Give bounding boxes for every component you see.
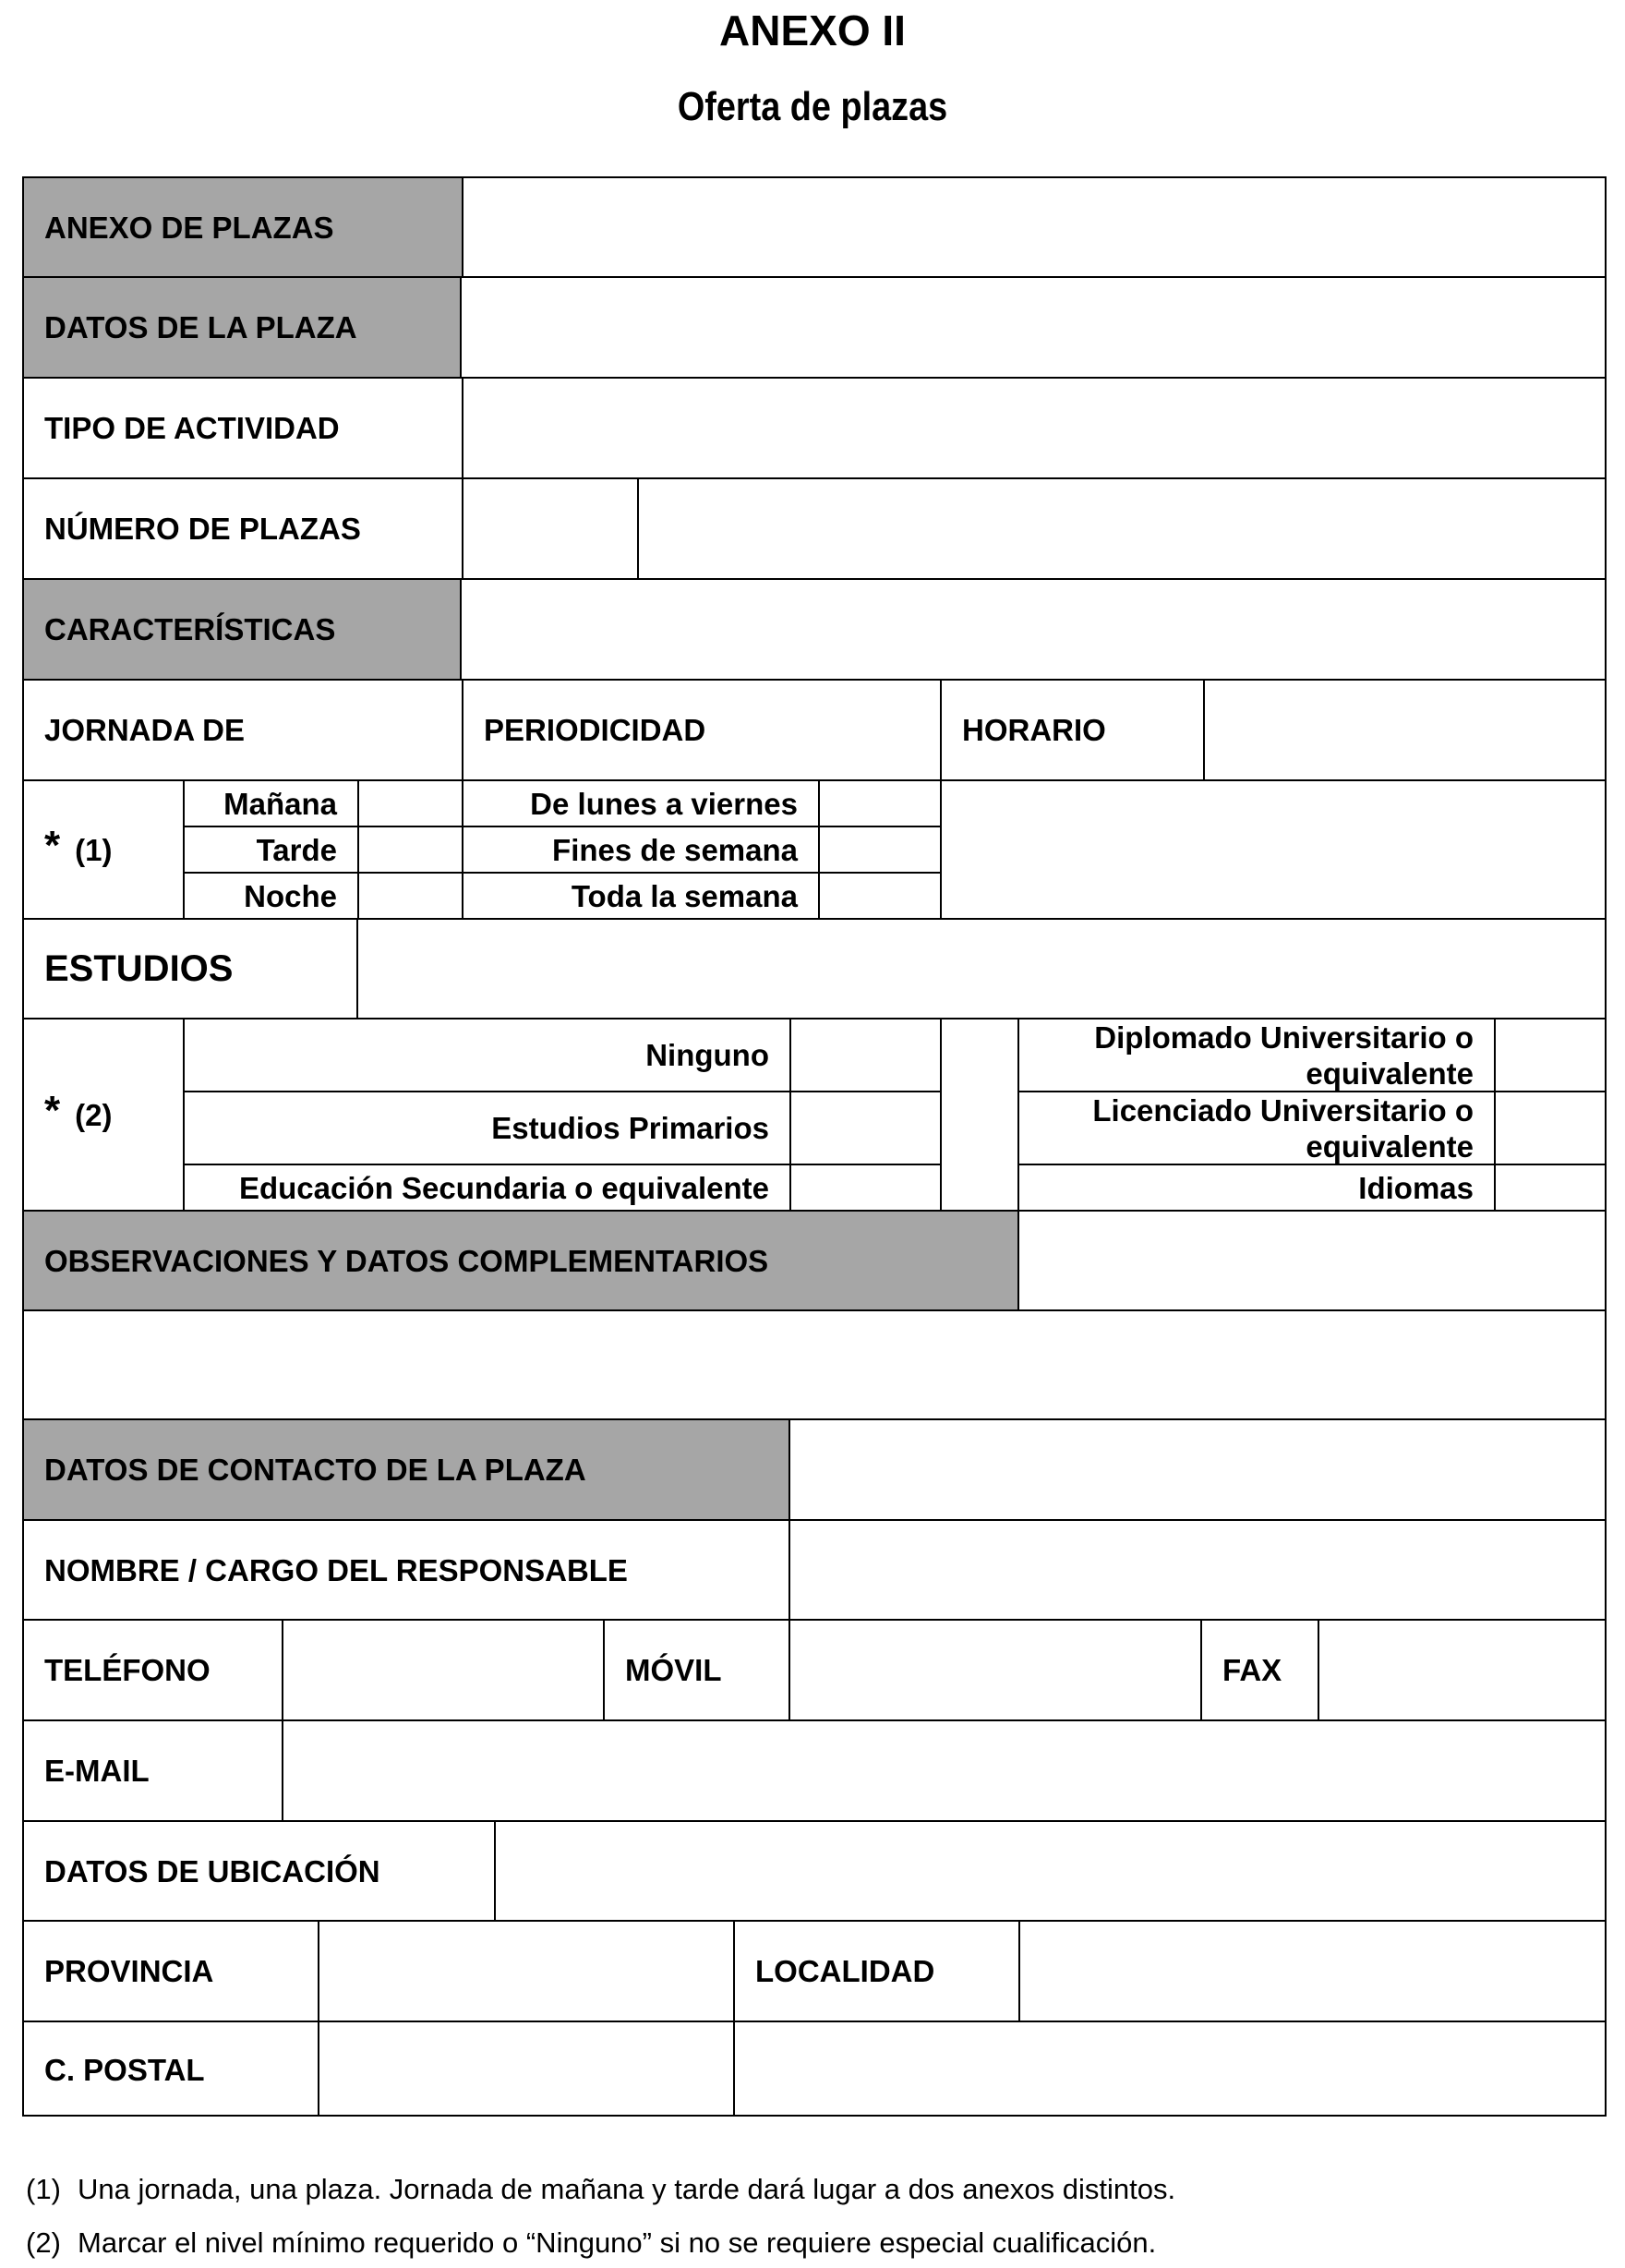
- numero-de-plazas-field[interactable]: [462, 477, 637, 578]
- periodicidad-checkbox-lunes-viernes[interactable]: [818, 779, 940, 826]
- anexo-de-plazas-label: ANEXO DE PLAZAS: [22, 176, 462, 276]
- jornada-checkbox-noche[interactable]: [357, 872, 462, 918]
- horario-field[interactable]: [1203, 679, 1607, 779]
- periodicidad-option-lunes-viernes: De lunes a viernes: [462, 779, 818, 826]
- tipo-de-actividad-field[interactable]: [462, 377, 1607, 477]
- email-field[interactable]: [282, 1719, 1607, 1820]
- datos-contacto-field[interactable]: [788, 1418, 1607, 1519]
- datos-de-la-plaza-field[interactable]: [460, 276, 1607, 377]
- periodicidad-checkbox-toda-semana[interactable]: [818, 872, 940, 918]
- estudios-option-licenciado: Licenciado Universitario o equivalente: [1017, 1091, 1494, 1164]
- footnote-2-text: Marcar el nivel mínimo requerido o “Ninguno” si no se requiere especial cualificación.: [78, 2226, 1157, 2259]
- datos-ubicacion-field[interactable]: [494, 1820, 1607, 1920]
- footnote-1-text: Una jornada, una plaza. Jornada de mañana y tarde dará lugar a dos anexos distintos.: [78, 2173, 1176, 2205]
- jornada-de-label: JORNADA DE: [22, 679, 462, 779]
- c-postal-field[interactable]: [318, 2021, 733, 2117]
- datos-de-la-plaza-label: DATOS DE LA PLAZA: [22, 276, 460, 377]
- page-title: ANEXO II: [719, 6, 906, 54]
- note-1-marker: [22, 779, 183, 918]
- estudios-spacer-cell: [940, 1018, 1017, 1210]
- c-postal-label: C. POSTAL: [22, 2021, 318, 2117]
- anexo-de-plazas-field[interactable]: [462, 176, 1607, 276]
- periodicidad-checkbox-fines-semana[interactable]: [818, 826, 940, 872]
- estudios-checkbox-ninguno[interactable]: [789, 1018, 940, 1091]
- telefono-label: TELÉFONO: [22, 1619, 282, 1719]
- nombre-cargo-label: NOMBRE / CARGO DEL RESPONSABLE: [22, 1519, 788, 1619]
- estudios-option-primarios: Estudios Primarios: [183, 1091, 789, 1164]
- jornada-option-tarde: Tarde: [183, 826, 357, 872]
- nombre-cargo-field[interactable]: [788, 1519, 1607, 1619]
- c-postal-extra-field[interactable]: [733, 2021, 1607, 2117]
- periodicidad-option-toda-semana: Toda la semana: [462, 872, 818, 918]
- observaciones-label: OBSERVACIONES Y DATOS COMPLEMENTARIOS: [22, 1210, 1017, 1309]
- localidad-field[interactable]: [1018, 1920, 1607, 2021]
- asterisk-mark: *: [44, 823, 61, 868]
- note-2-marker: [22, 1018, 183, 1210]
- tipo-de-actividad-label: TIPO DE ACTIVIDAD: [22, 377, 462, 477]
- estudios-option-idiomas: Idiomas: [1017, 1164, 1494, 1210]
- fax-label: FAX: [1200, 1619, 1318, 1719]
- observaciones-field[interactable]: [22, 1309, 1607, 1418]
- movil-field[interactable]: [788, 1619, 1200, 1719]
- estudios-field[interactable]: [356, 918, 1607, 1018]
- periodicidad-option-fines-semana: Fines de semana: [462, 826, 818, 872]
- footnote-1-number: (1): [26, 2173, 61, 2205]
- periodicidad-label: PERIODICIDAD: [462, 679, 940, 779]
- provincia-field[interactable]: [318, 1920, 733, 2021]
- asterisk-mark: *: [44, 1088, 61, 1133]
- estudios-checkbox-idiomas[interactable]: [1494, 1164, 1607, 1210]
- datos-ubicacion-label: DATOS DE UBICACIÓN: [22, 1820, 494, 1920]
- caracteristicas-label: CARACTERÍSTICAS: [22, 578, 460, 679]
- page-subtitle: Oferta de plazas: [677, 84, 948, 129]
- observaciones-side-field[interactable]: [1017, 1210, 1607, 1309]
- email-label: E-MAIL: [22, 1719, 282, 1820]
- localidad-label: LOCALIDAD: [733, 1920, 1018, 2021]
- jornada-checkbox-manana[interactable]: [357, 779, 462, 826]
- provincia-label: PROVINCIA: [22, 1920, 318, 2021]
- estudios-checkbox-licenciado[interactable]: [1494, 1091, 1607, 1164]
- footnote-2: [26, 2226, 1156, 2261]
- jornada-option-noche: Noche: [183, 872, 357, 918]
- footnote-1: [26, 2172, 1175, 2207]
- estudios-checkbox-primarios[interactable]: [789, 1091, 940, 1164]
- fax-field[interactable]: [1318, 1619, 1607, 1719]
- estudios-label: ESTUDIOS: [22, 918, 356, 1018]
- caracteristicas-field[interactable]: [460, 578, 1607, 679]
- jornada-checkbox-tarde[interactable]: [357, 826, 462, 872]
- numero-de-plazas-label: NÚMERO DE PLAZAS: [22, 477, 462, 578]
- estudios-option-diplomado: Diplomado Universitario o equivalente: [1017, 1018, 1494, 1091]
- estudios-option-ninguno: Ninguno: [183, 1018, 789, 1091]
- jornada-option-manana: Mañana: [183, 779, 357, 826]
- note-1-ref: (1): [75, 832, 113, 867]
- footnote-2-number: (2): [26, 2226, 61, 2259]
- horario-label: HORARIO: [940, 679, 1203, 779]
- horario-detail-field[interactable]: [940, 779, 1607, 918]
- datos-contacto-label: DATOS DE CONTACTO DE LA PLAZA: [22, 1418, 788, 1519]
- telefono-field[interactable]: [282, 1619, 603, 1719]
- estudios-checkbox-diplomado[interactable]: [1494, 1018, 1607, 1091]
- estudios-checkbox-secundaria[interactable]: [789, 1164, 940, 1210]
- movil-label: MÓVIL: [603, 1619, 788, 1719]
- estudios-option-secundaria: Educación Secundaria o equivalente: [183, 1164, 789, 1210]
- numero-de-plazas-extra-field[interactable]: [637, 477, 1607, 578]
- note-2-ref: (2): [75, 1097, 113, 1132]
